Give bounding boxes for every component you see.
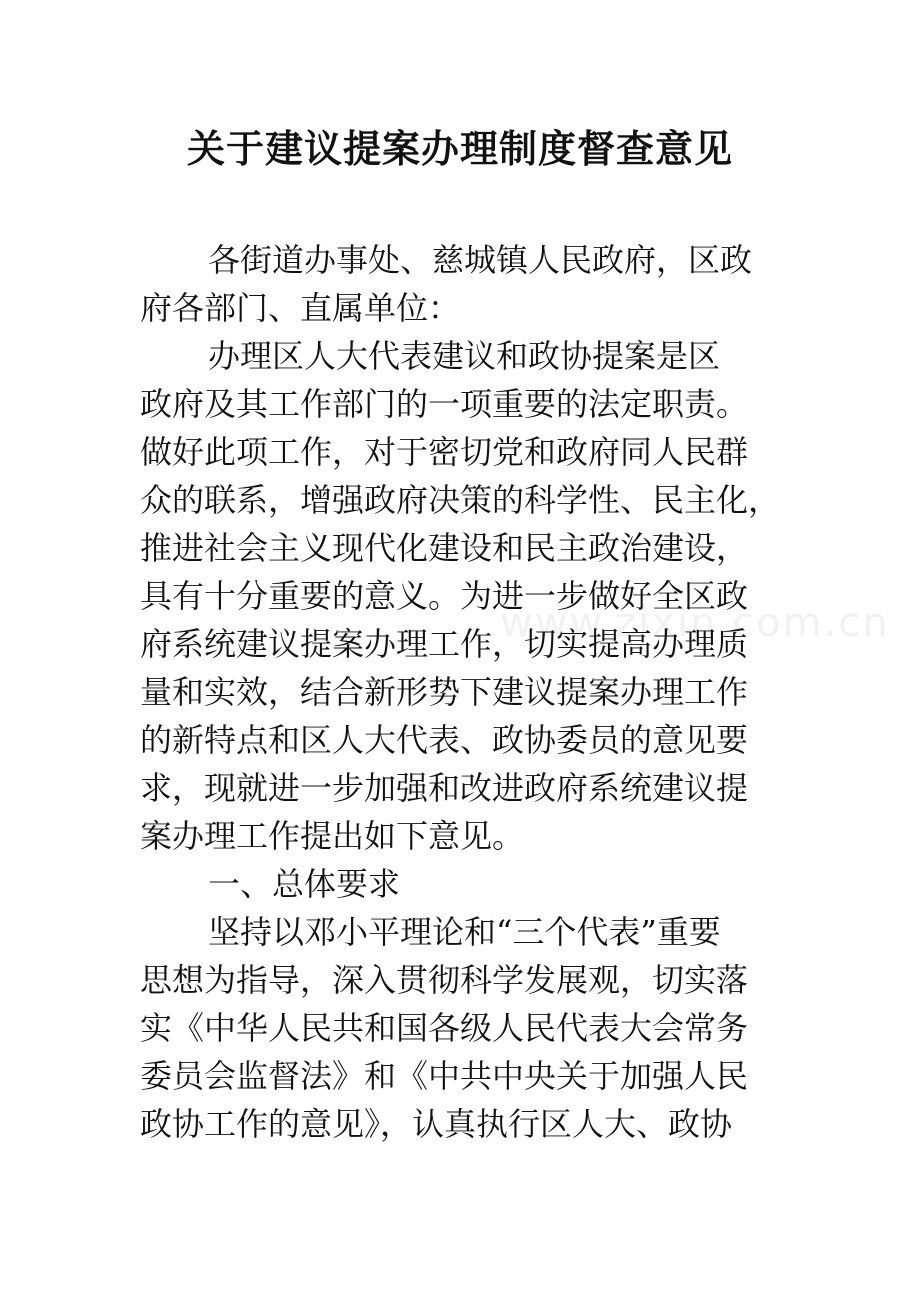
watermark: www.zixin.com.cn (500, 600, 890, 646)
body-line: 实《中华人民共和国各级人民代表大会常务 (140, 1009, 749, 1047)
body-line: 推进社会主义现代化建设和民主政治建设， (140, 529, 749, 567)
body-line: 的新特点和区人大代表、政协委员的意见要 (140, 721, 749, 759)
body-line: 具有十分重要的意义。为进一步做好全区政 (140, 577, 749, 615)
body-line: 求，现就进一步加强和改进政府系统建议提 (140, 769, 749, 807)
body-line: 政府及其工作部门的一项重要的法定职责。 (140, 385, 749, 423)
body-line: 案办理工作提出如下意见。 (140, 817, 525, 855)
body-line: 办理区人大代表建议和政协提案是区 (208, 337, 721, 375)
body-line: 一、总体要求 (208, 865, 401, 903)
body-line: 府各部门、直属单位： (140, 289, 461, 327)
body-line: 各街道办事处、慈城镇人民政府，区政 (208, 241, 753, 279)
body-line: 思想为指导，深入贯彻科学发展观，切实落 (140, 961, 749, 999)
body-line: 委员会监督法》和《中共中央关于加强人民 (140, 1057, 749, 1095)
body-line: 众的联系，增强政府决策的科学性、民主化， (140, 481, 781, 519)
body-line: 府系统建议提案办理工作，切实提高办理质 (140, 625, 749, 663)
body-line: 做好此项工作，对于密切党和政府同人民群 (140, 433, 749, 471)
body-line: 坚持以邓小平理论和“三个代表”重要 (208, 913, 721, 951)
document-title: 关于建议提案办理制度督查意见 (186, 126, 733, 171)
document-body (140, 236, 790, 1148)
body-line: 政协工作的意见》，认真执行区人大、政协 (140, 1105, 733, 1143)
body-line: 量和实效，结合新形势下建议提案办理工作 (140, 673, 749, 711)
